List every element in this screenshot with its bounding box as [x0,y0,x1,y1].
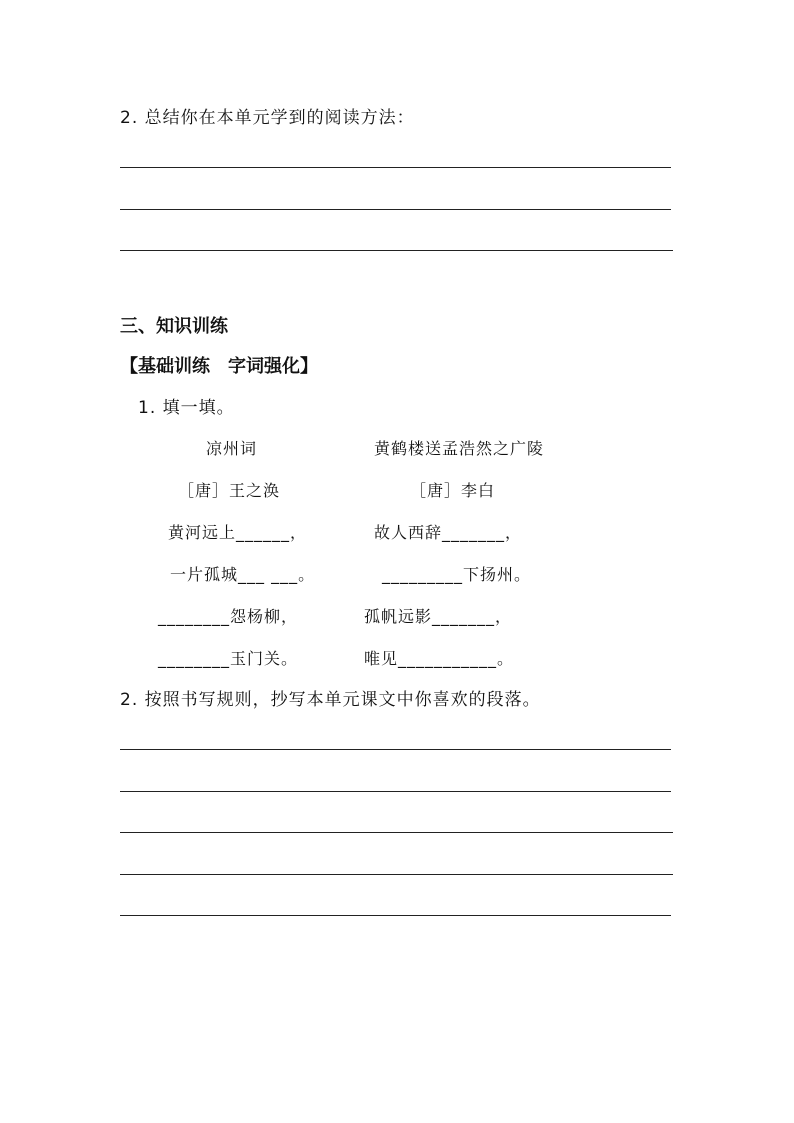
poem-right-line: _________下扬州。 [382,565,532,584]
copy-task-prompt: 2. 按照书写规则，抄写本单元课文中你喜欢的段落。 [120,690,541,710]
fill-task-prompt: 1. 填一填。 [138,398,235,418]
writing-line [120,874,673,875]
poem-left-line: 一片孤城___ ___。 [170,565,316,584]
poem-left-title: 凉州词 [206,439,258,458]
poem-right-line: 故人西辞_______， [374,523,523,542]
poem-right-line: 孤帆远影_______， [364,607,513,626]
writing-line [120,749,671,750]
writing-line [120,791,671,792]
answer-line [120,209,671,210]
poem-left-line: ________怨杨柳， [158,607,299,626]
poem-right-title: 黄鹤楼送孟浩然之广陵 [374,439,545,458]
poem-right-author: ［唐］李白 [410,481,496,500]
writing-line [120,832,673,833]
poem-left-line: 黄河远上______， [168,523,308,542]
subsection-title: 【基础训练 字词强化】 [120,356,318,377]
poem-right-line: 唯见___________。 [364,649,515,668]
poem-left-line: ________玉门关。 [158,649,299,668]
reflection-prompt: 2. 总结你在本单元学到的阅读方法： [120,108,415,128]
poem-left-author: ［唐］王之涣 [178,481,281,500]
writing-line [120,915,671,916]
answer-line [120,167,671,168]
answer-line [120,250,673,251]
section-title: 三、知识训练 [120,316,228,337]
